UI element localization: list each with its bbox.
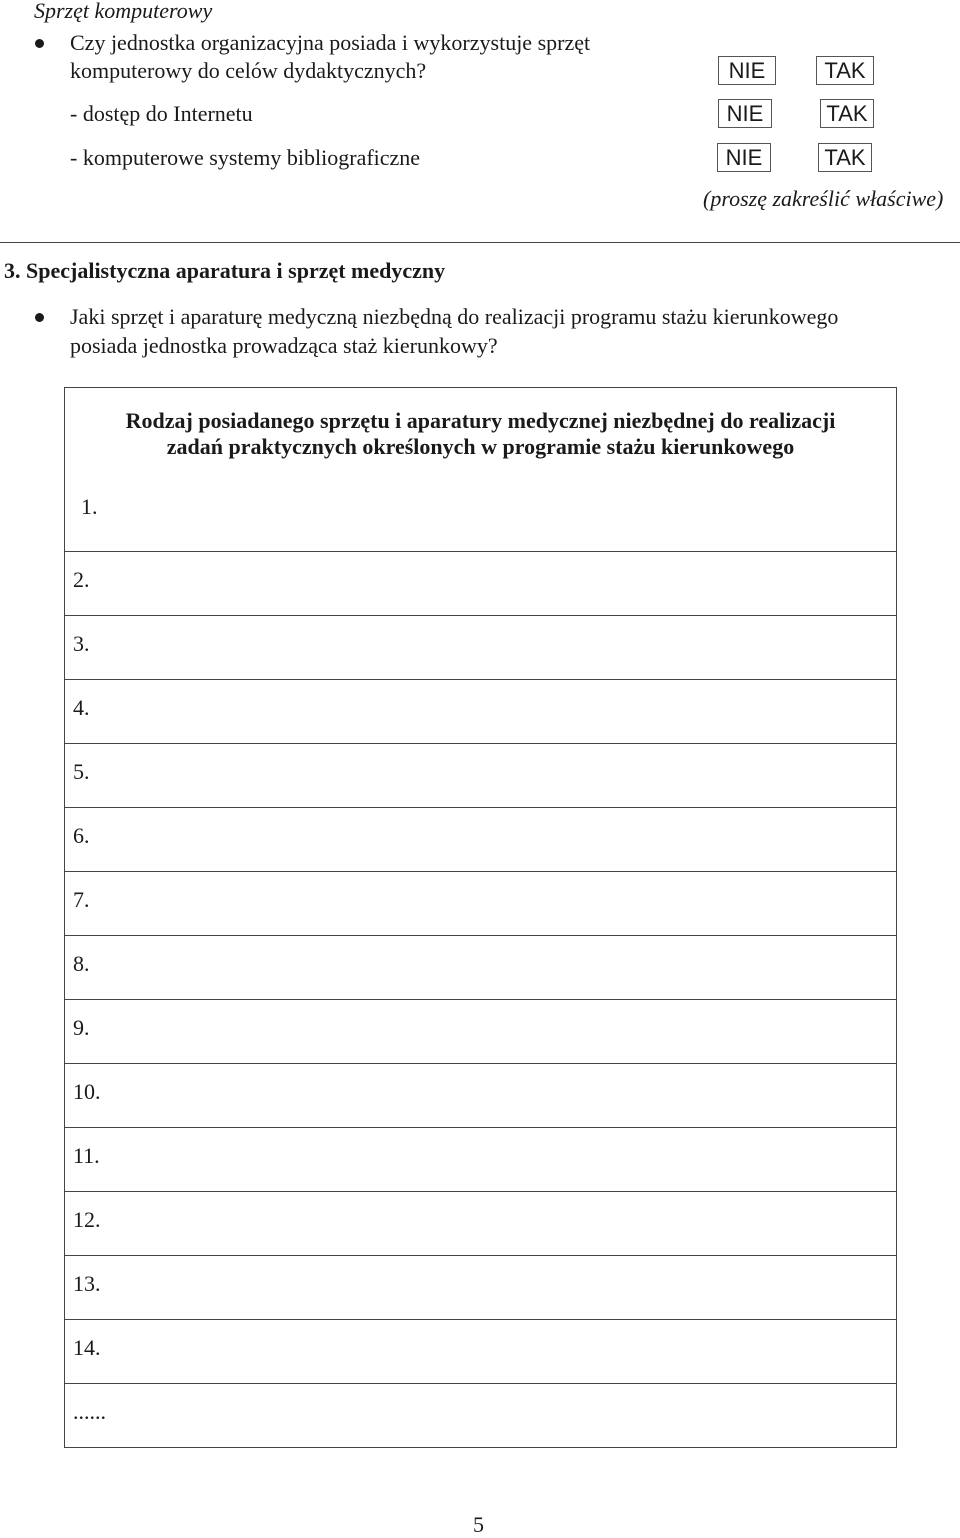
table-entry-cell[interactable] bbox=[65, 1320, 897, 1384]
row-number: 14. bbox=[73, 1335, 101, 1360]
computers-question-line2: komputerowy do celów dydaktycznych? bbox=[70, 58, 427, 83]
table-entry-cell[interactable] bbox=[65, 1128, 897, 1192]
row-number: 6. bbox=[73, 823, 90, 848]
row-number: 7. bbox=[73, 887, 90, 912]
table-entry-cell[interactable] bbox=[65, 552, 897, 616]
equipment-table bbox=[64, 387, 897, 1448]
row-number: 5. bbox=[73, 759, 90, 784]
page-number: 5 bbox=[473, 1512, 484, 1537]
row-number: 2. bbox=[73, 567, 90, 592]
table-header-line2: zadań praktycznych określonych w programie stażu kierunkowego bbox=[166, 434, 795, 459]
table-row bbox=[65, 616, 897, 680]
table-row bbox=[65, 1384, 897, 1448]
section3-question-line2: posiada jednostka prowadząca staż kierunkowy? bbox=[70, 333, 498, 358]
table-entry-cell[interactable] bbox=[65, 744, 897, 808]
internet-yes-option[interactable]: TAK bbox=[820, 99, 874, 128]
table-header-cell[interactable] bbox=[65, 388, 897, 552]
row-number: 8. bbox=[73, 951, 90, 976]
table-entry-cell[interactable] bbox=[65, 808, 897, 872]
table-row bbox=[65, 1000, 897, 1064]
section3-title: 3. Specjalistyczna aparatura i sprzęt medyczny bbox=[4, 258, 446, 283]
table-row bbox=[65, 1192, 897, 1256]
table-header-row bbox=[65, 388, 897, 552]
table-entry-cell[interactable] bbox=[65, 936, 897, 1000]
row-number: 9. bbox=[73, 1015, 90, 1040]
table-entry-cell[interactable] bbox=[65, 872, 897, 936]
computers-question-line1: Czy jednostka organizacyjna posiada i wykorzystuje sprzęt bbox=[70, 30, 591, 55]
table-row bbox=[65, 1064, 897, 1128]
table-row bbox=[65, 1128, 897, 1192]
instruction-note: (proszę zakreślić właściwe) bbox=[703, 186, 944, 211]
table-header bbox=[73, 404, 888, 460]
table-row bbox=[65, 808, 897, 872]
row-number: 3. bbox=[73, 631, 90, 656]
table-row bbox=[65, 872, 897, 936]
table-row bbox=[65, 1256, 897, 1320]
bibliographic-systems-label: - komputerowe systemy bibliograficzne bbox=[70, 145, 421, 170]
table-entry-cell[interactable] bbox=[65, 680, 897, 744]
table-entry-cell[interactable] bbox=[65, 1384, 897, 1448]
table-entry-cell[interactable] bbox=[65, 616, 897, 680]
bullet-icon bbox=[35, 313, 44, 322]
row-number: 13. bbox=[73, 1271, 101, 1296]
internet-access-label: - dostęp do Internetu bbox=[70, 101, 253, 126]
section3-question-line1: Jaki sprzęt i aparaturę medyczną niezbędną do realizacji programu stażu kierunkowego bbox=[70, 304, 839, 329]
table-row bbox=[65, 1320, 897, 1384]
computers-no-option[interactable]: NIE bbox=[718, 56, 776, 85]
row-number: 1. bbox=[81, 494, 98, 519]
table-entry-cell[interactable] bbox=[65, 1000, 897, 1064]
internet-no-option[interactable]: NIE bbox=[718, 99, 772, 128]
table-entry-cell[interactable] bbox=[65, 1192, 897, 1256]
computers-yes-option[interactable]: TAK bbox=[816, 56, 874, 85]
row-number: ...... bbox=[73, 1399, 106, 1424]
row-number: 10. bbox=[73, 1079, 101, 1104]
table-header-line1: Rodzaj posiadanego sprzętu i aparatury medycznej niezbędnej do realizacji bbox=[125, 408, 836, 433]
table-row bbox=[65, 936, 897, 1000]
section-divider bbox=[0, 242, 960, 243]
table-entry-cell[interactable] bbox=[65, 1256, 897, 1320]
row-number: 4. bbox=[73, 695, 90, 720]
table-row bbox=[65, 552, 897, 616]
table-entry-cell[interactable] bbox=[65, 1064, 897, 1128]
bullet-icon bbox=[35, 39, 44, 48]
table-row bbox=[65, 744, 897, 808]
row-number: 12. bbox=[73, 1207, 101, 1232]
table-row bbox=[65, 680, 897, 744]
bibliographic-yes-option[interactable]: TAK bbox=[818, 143, 872, 172]
bibliographic-no-option[interactable]: NIE bbox=[717, 143, 771, 172]
row-number: 11. bbox=[73, 1143, 100, 1168]
computers-heading: Sprzęt komputerowy bbox=[34, 0, 213, 23]
